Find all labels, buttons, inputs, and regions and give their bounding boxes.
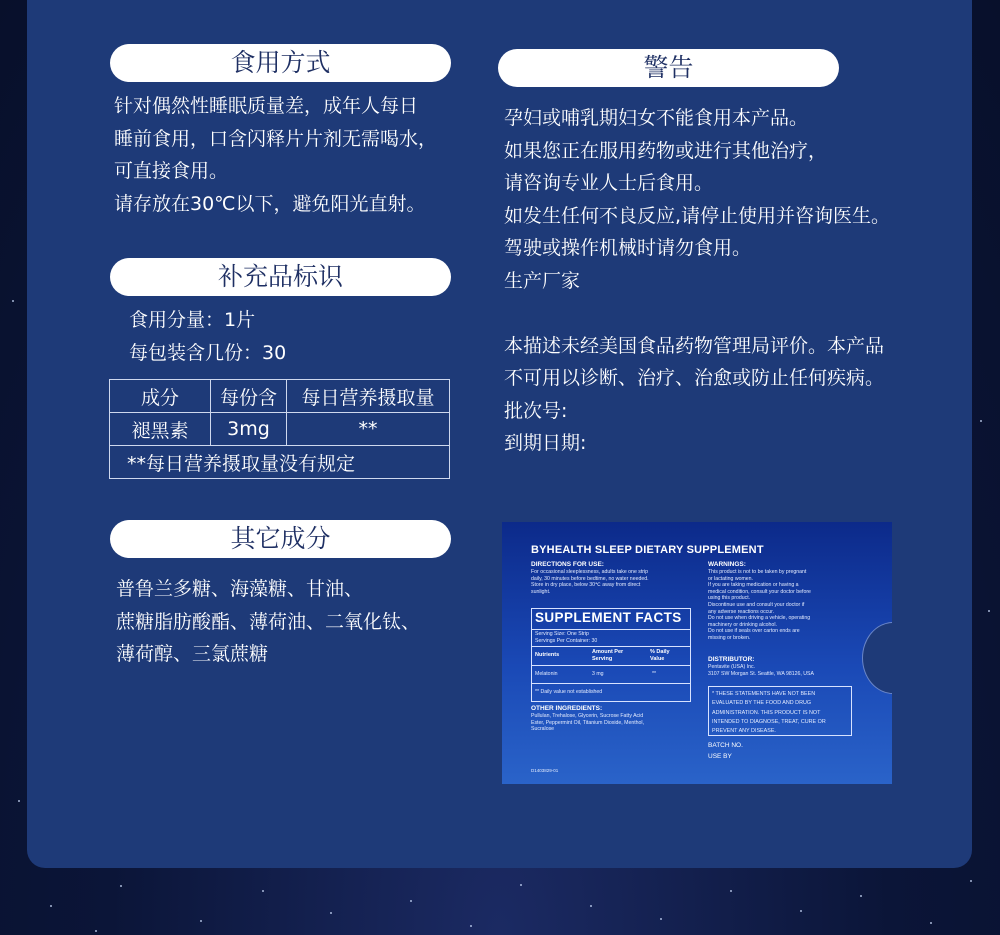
table-row: [110, 413, 450, 446]
cell-amount: 3mg: [211, 413, 287, 446]
table-footnote: **每日营养摄取量没有规定: [110, 446, 450, 479]
distributor-heading: DISTRIBUTOR:: [708, 656, 755, 663]
sf-note: ** Daily value not established: [535, 689, 603, 695]
fda-disclaimer-box: * THESE STATEMENTS HAVE NOT BEEN EVALUATED BY THE FOOD AND DRUG ADMINISTRATION. THIS PRODUCT IS NOT INTENDED TO DIAGNOSE, TREAT, CURE OR PREVENT ANY DISEASE.: [708, 686, 852, 736]
servings-per-container: 每包装含几份：30: [129, 341, 287, 364]
usage-heading: 食用方式: [110, 44, 451, 82]
sf-header-dv: % Daily Value: [650, 649, 670, 662]
directions-text: For occasional sleeplessness, adults take one strip daily, 30 minutes before bedtime, no water needed. Store in dry place, below 30℃ away from direct sunlight.: [531, 569, 649, 595]
table-header-row: [110, 380, 450, 413]
batch-number-label: 批次号:: [504, 399, 568, 422]
package-supplement-facts: [531, 608, 691, 702]
table-footnote-row: [110, 446, 450, 479]
warnings-en-text: This product is not to be taken by pregnant or lactating women. If you are taking medication or having a medical condition, consult your doctor before using this product. Discontinue use and consult your doctor if any adverse reactions occur. Do not use when driving a vehicle, operating machinery or drinking alcohol. Do not use if seals over carton ends are missing or broken.: [708, 569, 811, 641]
product-package-image: [502, 522, 892, 784]
package-title: BYHEALTH SLEEP DIETARY SUPPLEMENT: [531, 544, 764, 556]
usage-text: 针对偶然性睡眠质量差，成年人每日 睡前食用，口含闪释片片剂无需喝水， 可直接食用。 请存放在30℃以下，避免阳光直射。: [114, 95, 438, 215]
cell-ingredient: 褪黑素: [110, 413, 211, 446]
fda-disclaimer-1: 本描述未经美国食品药物管理局评价。本产品: [504, 334, 885, 357]
header-ingredient: 成分: [110, 380, 211, 413]
other-ingredients-en-heading: OTHER INGREDIENTS:: [531, 705, 603, 712]
sf-serving: Serving Size: One Strip Servings Per Container: 30: [535, 631, 598, 644]
sf-header-nutrients: Nutrients: [535, 652, 560, 658]
header-per-serving: 每份含: [211, 380, 287, 413]
package-use-by-label: USE BY: [708, 753, 732, 760]
cell-daily-value: **: [287, 413, 450, 446]
serving-size: 食用分量：1片: [129, 309, 256, 331]
header-daily-value: 每日营养摄取量: [287, 380, 450, 413]
sf-header-amount: Amount Per Serving: [592, 649, 624, 662]
warnings-en-heading: WARNINGS:: [708, 561, 746, 568]
serving-info: [129, 304, 286, 369]
other-ingredients-en-text: Pullulan, Trehalose, Glycerin, Sucrose Fatty Acid Ester, Peppermint Oil, Titanium Dioxide, Menthol, Sucralose: [531, 713, 645, 733]
package-notch: [862, 622, 892, 694]
supplement-heading: 补充品标识: [110, 258, 451, 296]
package-code: D1403829-01: [531, 768, 559, 773]
directions-heading: DIRECTIONS FOR USE:: [531, 561, 604, 568]
warning-heading: 警告: [498, 49, 839, 87]
other-ingredients-text: 普鲁兰多糖、海藻糖、甘油、 蔗糖脂肪酸酯、薄荷油、二氧化钛、 薄荷醇、三氯蔗糖: [116, 578, 421, 665]
distributor-text: Pentavite (USA) Inc. 3107 SW Morgan St. Seattle, WA 98126, USA: [708, 664, 814, 677]
fda-disclaimer-2: 不可用以诊断、治疗、治愈或防止任何疾病。: [504, 367, 885, 389]
supplement-facts-table: [109, 379, 450, 479]
warning-text: 孕妇或哺乳期妇女不能食用本产品。 如果您正在服用药物或进行其他治疗， 请咨询专业人士后食用。 如发生任何不良反应,请停止使用并咨询医生。 驾驶或操作机械时请勿食用。 生产厂家 本描述未经美国食品药物管理局评价。本产品 不可用以诊断、治疗、治愈或防止任何疾病。 批次号: 到期日期:: [504, 102, 890, 460]
package-batch-label: BATCH NO.: [708, 742, 743, 749]
expiry-date-label: 到期日期:: [504, 432, 587, 454]
sf-row-nutrient: Melatonin: [535, 671, 558, 677]
sf-row-dv: **: [652, 671, 657, 677]
sf-title: SUPPLEMENT FACTS: [535, 610, 682, 625]
sf-row-amount: 3 mg: [592, 671, 604, 677]
other-ingredients-heading: 其它成分: [110, 520, 451, 558]
